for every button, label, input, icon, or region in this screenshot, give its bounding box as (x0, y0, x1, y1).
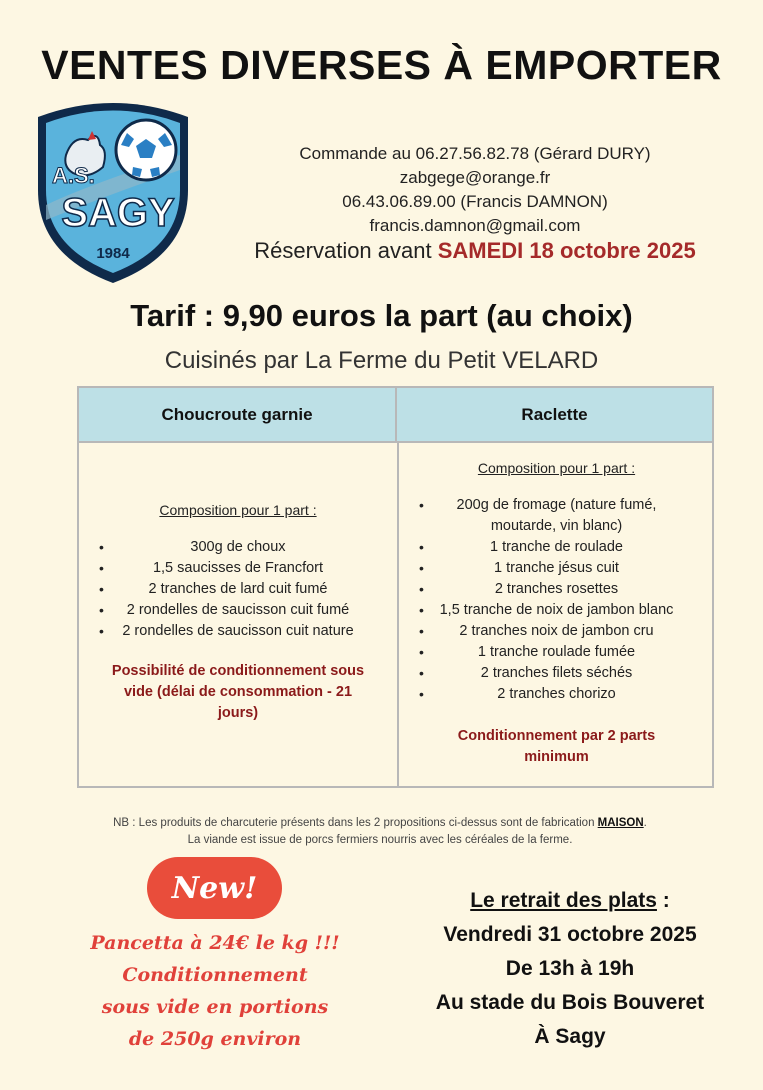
note-line: minimum (524, 749, 589, 765)
choucroute-items (79, 537, 397, 642)
list-item: • 2 tranches chorizo (399, 684, 714, 705)
soccer-ball-icon (116, 120, 176, 180)
raclette-items (399, 495, 714, 705)
list-item: • 2 tranches rosettes (399, 579, 714, 600)
price-heading: Tarif : 9,90 euros la part (au choix) (130, 298, 633, 333)
nb-period: . (643, 817, 647, 829)
pickup-info (395, 884, 745, 1054)
list-item: • 1 tranche jésus cuit (399, 558, 714, 579)
list-item: • 1 tranche de roulade (399, 537, 714, 558)
new-badge: New! (147, 857, 282, 919)
pickup-place: Au stade du Bois Bouveret (435, 991, 705, 1014)
contact-phone-1: Commande au 06.27.56.82.78 (Gérard DURY) (299, 144, 651, 163)
contact-block (230, 142, 720, 238)
pancetta-promo (40, 927, 390, 1055)
menu-table (77, 386, 714, 788)
pickup-town: À Sagy (534, 1025, 606, 1048)
choucroute-column (79, 443, 397, 724)
pickup-heading (395, 884, 745, 918)
list-item: • 2 tranches filets séchés (399, 663, 714, 684)
reservation-deadline (220, 238, 730, 264)
list-item: • 2 tranches noix de jambon cru (399, 621, 714, 642)
list-item: • 1,5 saucisses de Francfort (79, 558, 397, 579)
list-item: • 1 tranche roulade fumée (399, 642, 714, 663)
list-item-continuation: moutarde, vin blanc) (490, 518, 623, 534)
note-line: Conditionnement par 2 parts (457, 728, 656, 744)
reservation-date: SAMEDI 18 octobre 2025 (437, 238, 696, 263)
logo-year: 1984 (96, 245, 130, 262)
pickup-date: Vendredi 31 octobre 2025 (443, 923, 697, 946)
pickup-heading-colon: : (656, 889, 670, 912)
list-item: • 2 rondelles de saucisson cuit fumé (79, 600, 397, 621)
promo-line: sous vide en portions (101, 996, 329, 1018)
nb-line-2: La viande est issue de porcs fermiers nourris avec les céréales de la ferme. (187, 834, 573, 846)
choucroute-header: Choucroute garnie (79, 388, 397, 443)
list-item: • 1,5 tranche de noix de jambon blanc (399, 600, 714, 621)
raclette-header: Raclette (397, 388, 712, 443)
list-item: • 200g de fromage (nature fumé, (399, 495, 714, 516)
reservation-prefix: Réservation avant (254, 238, 438, 263)
cooked-by: Cuisinés par La Ferme du Petit VELARD (164, 347, 599, 374)
nb-footnote (60, 815, 700, 849)
logo-name: SAGY (61, 191, 175, 235)
promo-line: Conditionnement (122, 964, 308, 986)
contact-phone-2: 06.43.06.89.00 (Francis DAMNON) (342, 192, 608, 211)
note-line: jours) (217, 705, 259, 721)
pickup-hours: De 13h à 19h (505, 957, 635, 980)
page-title: VENTES DIVERSES À EMPORTER (41, 42, 722, 88)
club-logo (28, 95, 198, 285)
raclette-column (399, 443, 714, 768)
list-item: • 2 rondelles de saucisson cuit nature (79, 621, 397, 642)
promo-line: de 250g environ (128, 1028, 302, 1050)
nb-line-1 (60, 815, 700, 832)
pickup-heading-text: Le retrait des plats (470, 889, 657, 912)
note-line: Possibilité de conditionnement sous (111, 663, 365, 679)
logo-club: A.S. (52, 163, 95, 188)
contact-email-2: francis.damnon@gmail.com (369, 216, 581, 235)
nb-text: NB : Les produits de charcuterie présents dans les 2 propositions ci-dessus sont de fabrication (113, 817, 598, 829)
choucroute-composition-label: Composition pour 1 part : (159, 502, 317, 518)
choucroute-note (79, 661, 397, 724)
note-line: vide (délai de consommation - 21 (123, 684, 353, 700)
raclette-note (399, 726, 714, 768)
contact-email-1: zabgege@orange.fr (399, 168, 551, 187)
promo-line: Pancetta à 24€ le kg !!! (90, 932, 340, 954)
list-item: • 2 tranches de lard cuit fumé (79, 579, 397, 600)
raclette-composition-label: Composition pour 1 part : (477, 460, 636, 476)
nb-maison: MAISON (597, 817, 644, 829)
list-item: • 300g de choux (79, 537, 397, 558)
